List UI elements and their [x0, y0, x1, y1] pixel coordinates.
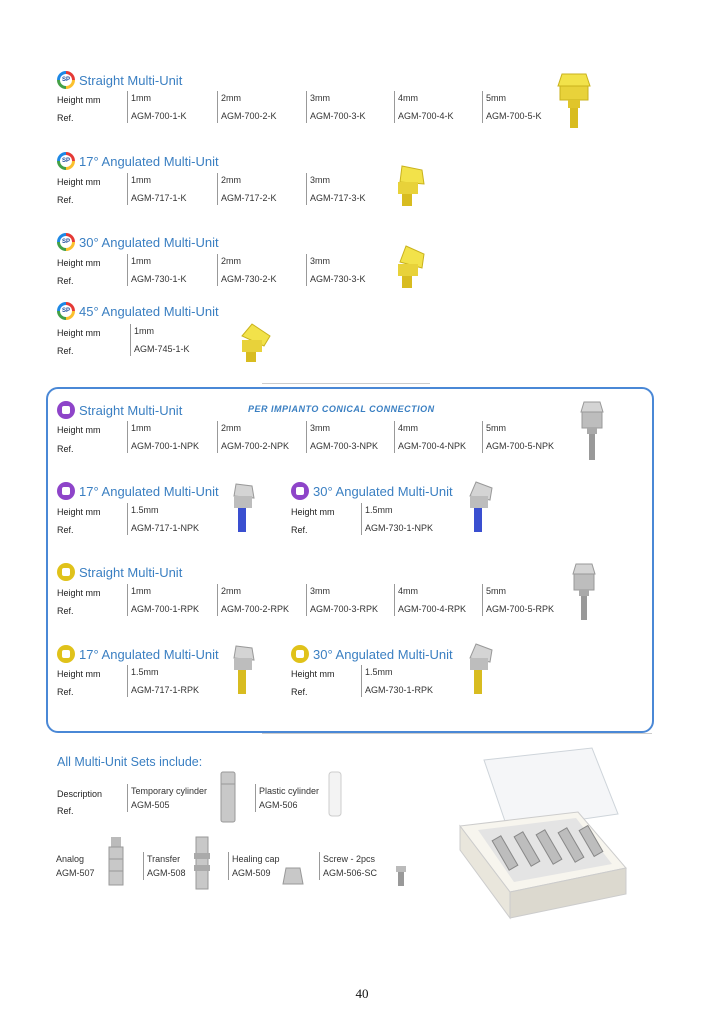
np-logo-icon: [57, 482, 75, 500]
table-cell: [306, 91, 366, 123]
set-item: Plastic cylinder AGM-506: [255, 784, 319, 812]
height-value: 4mm: [398, 93, 418, 103]
table-cell: [394, 584, 466, 616]
ref-label: Ref.: [57, 606, 74, 616]
ref-value: AGM-700-4-RPK: [398, 604, 467, 614]
sp-logo-icon: SP: [57, 302, 75, 320]
height-value: 1.5mm: [131, 505, 159, 515]
table-cell: [306, 584, 378, 616]
height-value: 2mm: [221, 256, 241, 266]
rp-30-title: 30° Angulated Multi-Unit: [291, 645, 453, 663]
table-cell: [482, 91, 542, 123]
sp-straight-title: SP Straight Multi-Unit: [57, 71, 182, 89]
ref-value: AGM-700-2-K: [221, 111, 277, 121]
height-value: 1mm: [131, 175, 151, 185]
ref-value: AGM-700-5-NPK: [486, 441, 555, 451]
table-cell: [217, 584, 289, 616]
ref-label: Ref.: [57, 444, 74, 454]
ref-label: Ref.: [291, 687, 308, 697]
sp-logo-icon: SP: [57, 152, 75, 170]
height-value: 2mm: [221, 175, 241, 185]
set-item: Screw - 2pcs AGM-506-SC: [319, 852, 377, 880]
ref-value: AGM-730-3-K: [310, 274, 366, 284]
sp-30-title: SP 30° Angulated Multi-Unit: [57, 233, 219, 251]
table-cell: [306, 173, 366, 205]
rp-17-title: 17° Angulated Multi-Unit: [57, 645, 219, 663]
height-label: Height mm: [291, 669, 335, 679]
analog-icon: [106, 835, 126, 889]
height-value: 2mm: [221, 423, 241, 433]
ref-value: AGM-717-1-NPK: [131, 523, 200, 533]
ref-value: AGM-700-2-NPK: [221, 441, 290, 451]
gold-straight-abutment-icon: [556, 68, 592, 132]
divider: [262, 383, 430, 384]
height-value: 3mm: [310, 93, 330, 103]
ref-value: AGM-700-3-K: [310, 111, 366, 121]
ref-label: Ref.: [57, 806, 74, 816]
height-value: 4mm: [398, 423, 418, 433]
ref-value: AGM-700-3-RPK: [310, 604, 379, 614]
ref-value: AGM-700-4-NPK: [398, 441, 467, 451]
temporary-cylinder-icon: [218, 770, 238, 826]
np-17-title: 17° Angulated Multi-Unit: [57, 482, 219, 500]
height-value: 1mm: [134, 326, 154, 336]
ref-value: AGM-700-1-NPK: [131, 441, 200, 451]
height-value: 3mm: [310, 256, 330, 266]
height-value: 1.5mm: [365, 667, 393, 677]
rp-17-abutment-icon: [228, 642, 258, 698]
set-item: Healing cap AGM-509: [228, 852, 280, 880]
ref-value: AGM-700-4-K: [398, 111, 454, 121]
rp-logo-icon: [57, 645, 75, 663]
table-cell: [482, 421, 554, 453]
healing-cap-icon: [280, 864, 306, 886]
height-value: 4mm: [398, 586, 418, 596]
ref-value: AGM-717-3-K: [310, 193, 366, 203]
np-logo-icon: [57, 401, 75, 419]
page-number: 40: [355, 986, 369, 1001]
sets-title: All Multi-Unit Sets include:: [57, 755, 203, 769]
set-item: Temporary cylinder AGM-505: [127, 784, 207, 812]
rp-straight-title: Straight Multi-Unit: [57, 563, 182, 581]
rp-logo-icon: [291, 645, 309, 663]
set-item: Transfer AGM-508: [143, 852, 186, 880]
ref-value: AGM-700-5-RPK: [486, 604, 555, 614]
table-cell: [127, 173, 187, 205]
ref-value: AGM-730-1-RPK: [365, 685, 434, 695]
height-label: Height mm: [57, 669, 101, 679]
np-30-abutment-icon: [464, 480, 494, 536]
height-value: 2mm: [221, 586, 241, 596]
table-cell: [306, 421, 378, 453]
table-cell: [217, 173, 277, 205]
rp-straight-abutment-icon: [570, 560, 598, 624]
ref-value: AGM-730-1-NPK: [365, 523, 434, 533]
ref-value: AGM-730-2-K: [221, 274, 277, 284]
ref-label: Ref.: [57, 525, 74, 535]
ref-value: AGM-700-2-RPK: [221, 604, 290, 614]
ref-label: Ref.: [57, 276, 74, 286]
np-30-title: 30° Angulated Multi-Unit: [291, 482, 453, 500]
gold-30-abutment-icon: [392, 244, 428, 292]
gold-17-abutment-icon: [392, 162, 428, 210]
table-cell: [130, 324, 190, 356]
description-label: Description: [57, 789, 103, 799]
height-label: Height mm: [57, 95, 101, 105]
np-straight-title: Straight Multi-Unit: [57, 401, 182, 419]
height-value: 3mm: [310, 586, 330, 596]
height-value: 1mm: [131, 586, 151, 596]
ref-label: Ref.: [57, 346, 74, 356]
sp-logo-icon: SP: [57, 71, 75, 89]
gold-45-abutment-icon: [236, 322, 272, 364]
height-value: 1mm: [131, 423, 151, 433]
np-logo-icon: [291, 482, 309, 500]
ref-label: Ref.: [57, 195, 74, 205]
screw-icon: [394, 864, 408, 888]
height-value: 3mm: [310, 423, 330, 433]
height-value: 1mm: [131, 93, 151, 103]
conical-connection-heading: PER IMPIANTO CONICAL CONNECTION: [248, 404, 435, 414]
height-label: Height mm: [57, 177, 101, 187]
ref-value: AGM-745-1-K: [134, 344, 190, 354]
height-value: 2mm: [221, 93, 241, 103]
table-cell: [217, 91, 277, 123]
divider: [262, 733, 652, 734]
height-label: Height mm: [57, 258, 101, 268]
np-straight-abutment-icon: [578, 398, 606, 464]
sp-17-title: SP 17° Angulated Multi-Unit: [57, 152, 219, 170]
height-value: 5mm: [486, 586, 506, 596]
kit-box-icon: [450, 746, 630, 922]
table-cell: [361, 665, 433, 697]
height-label: Height mm: [57, 507, 101, 517]
ref-value: AGM-700-1-K: [131, 111, 187, 121]
height-value: 5mm: [486, 93, 506, 103]
table-cell: [394, 91, 454, 123]
height-label: Height mm: [57, 425, 101, 435]
table-cell: [127, 91, 187, 123]
rp-logo-icon: [57, 563, 75, 581]
height-label: Height mm: [291, 507, 335, 517]
ref-label: Ref.: [57, 687, 74, 697]
height-label: Height mm: [57, 328, 101, 338]
height-value: 1.5mm: [365, 505, 393, 515]
ref-value: AGM-717-1-RPK: [131, 685, 200, 695]
ref-value: AGM-730-1-K: [131, 274, 187, 284]
table-cell: [127, 584, 199, 616]
ref-value: AGM-700-5-K: [486, 111, 542, 121]
height-value: 1mm: [131, 256, 151, 266]
ref-value: AGM-717-1-K: [131, 193, 187, 203]
table-cell: [127, 421, 199, 453]
np-17-abutment-icon: [228, 480, 258, 536]
sp-logo-icon: SP: [57, 233, 75, 251]
ref-value: AGM-700-3-NPK: [310, 441, 379, 451]
plastic-cylinder-icon: [326, 770, 344, 820]
sp-45-title: SP 45° Angulated Multi-Unit: [57, 302, 219, 320]
height-value: 5mm: [486, 423, 506, 433]
table-cell: [394, 421, 466, 453]
height-label: Height mm: [57, 588, 101, 598]
ref-value: AGM-717-2-K: [221, 193, 277, 203]
table-cell: [361, 503, 433, 535]
height-value: 1.5mm: [131, 667, 159, 677]
table-cell: [217, 421, 289, 453]
ref-value: AGM-700-1-RPK: [131, 604, 200, 614]
table-cell: [127, 665, 199, 697]
height-value: 3mm: [310, 175, 330, 185]
table-cell: [217, 254, 277, 286]
ref-label: Ref.: [291, 525, 308, 535]
set-item: Analog AGM-507: [56, 854, 95, 878]
table-cell: [482, 584, 554, 616]
rp-30-abutment-icon: [464, 642, 494, 698]
transfer-icon: [192, 835, 212, 891]
table-cell: [127, 254, 187, 286]
ref-label: Ref.: [57, 113, 74, 123]
table-cell: [306, 254, 366, 286]
table-cell: [127, 503, 199, 535]
